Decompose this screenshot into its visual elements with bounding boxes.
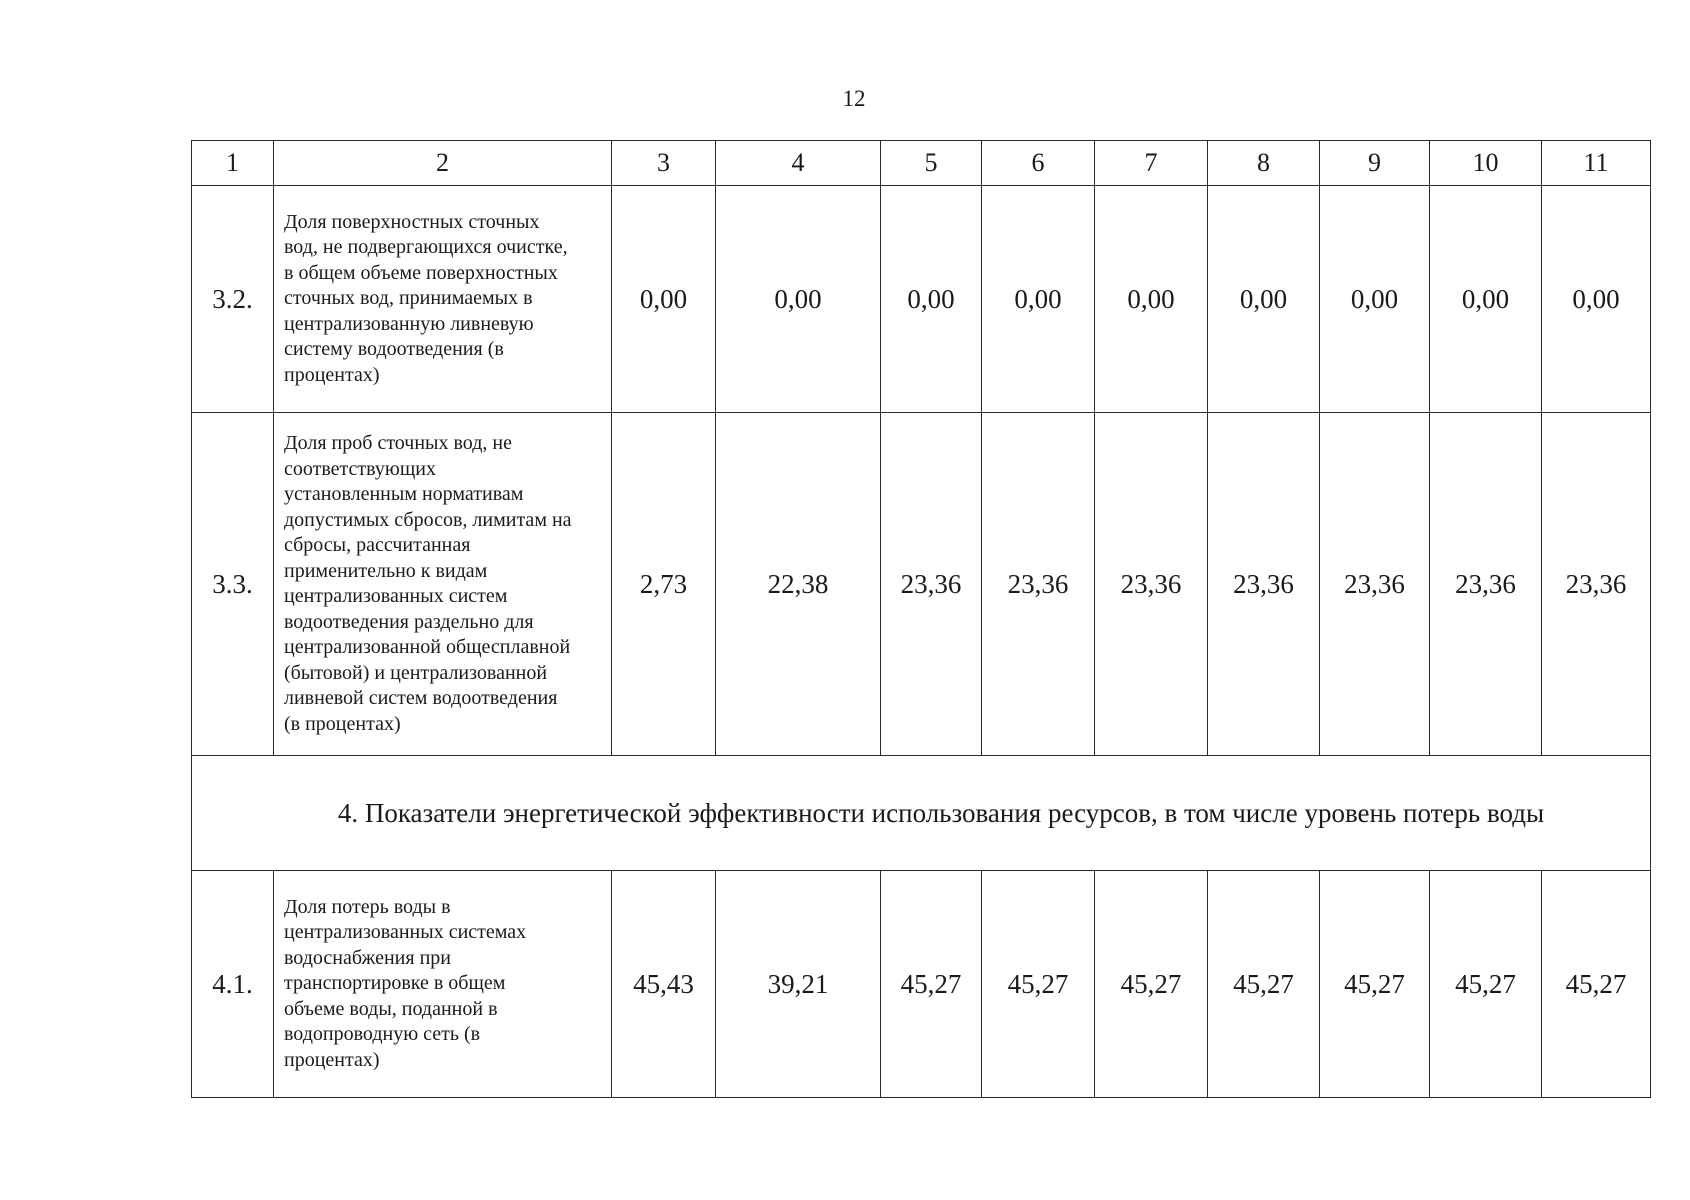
table-row [192, 871, 1651, 1098]
description-line: централизованную ливневую [284, 312, 534, 335]
description-line: установленным нормативам [284, 483, 524, 505]
value-cell: 2,73 [612, 413, 716, 756]
row-description [274, 871, 612, 1098]
description-line: вод, не подвергающихся очистке, [284, 236, 568, 259]
row-number: 4.1. [192, 871, 274, 1098]
column-header: 6 [982, 141, 1095, 186]
description-line: соответствующих [284, 457, 436, 480]
description-line: централизованной общесплавной [284, 636, 571, 658]
value-cell: 0,00 [1095, 186, 1208, 413]
section-heading-row [192, 756, 1651, 871]
description-line: применительно к видам [284, 559, 488, 582]
description-line: водоотведения раздельно для [284, 610, 534, 633]
description-line: водоснабжения при [284, 946, 451, 969]
value-cell: 23,36 [1320, 413, 1430, 756]
column-header: 8 [1208, 141, 1320, 186]
indicators-table [191, 140, 1651, 1098]
column-header: 5 [881, 141, 982, 186]
description-line: допустимых сбросов, лимитам на [284, 508, 572, 531]
description-line: ливневой систем водоотведения [284, 687, 558, 709]
value-cell: 0,00 [716, 186, 881, 413]
column-header: 3 [612, 141, 716, 186]
value-cell: 45,27 [1095, 871, 1208, 1098]
value-cell: 39,21 [716, 871, 881, 1098]
value-cell: 45,27 [1430, 871, 1542, 1098]
value-cell: 45,27 [982, 871, 1095, 1098]
description-line: сточных вод, принимаемых в [284, 287, 533, 310]
value-cell: 23,36 [982, 413, 1095, 756]
description-line: транспортировке в общем [284, 972, 506, 995]
value-cell: 0,00 [1430, 186, 1542, 413]
value-cell: 45,43 [612, 871, 716, 1098]
value-cell: 23,36 [1542, 413, 1651, 756]
value-cell: 0,00 [612, 186, 716, 413]
column-header: 10 [1430, 141, 1542, 186]
table-row [192, 186, 1651, 413]
row-number: 3.2. [192, 186, 274, 413]
value-cell: 45,27 [1320, 871, 1430, 1098]
description-line: (в процентах) [284, 712, 401, 735]
description-line: Доля проб сточных вод, не [284, 432, 512, 454]
section-heading: 4. Показатели энергетической эффективности использования ресурсов, в том числе уровень потерь воды [192, 756, 1651, 871]
column-header: 4 [716, 141, 881, 186]
value-cell: 22,38 [716, 413, 881, 756]
value-cell: 0,00 [982, 186, 1095, 413]
description-line: централизованных систем [284, 585, 508, 607]
value-cell: 0,00 [1320, 186, 1430, 413]
value-cell: 0,00 [881, 186, 982, 413]
value-cell: 0,00 [1208, 186, 1320, 413]
description-line: водопроводную сеть (в [284, 1023, 481, 1046]
description-line: процентах) [284, 363, 380, 386]
value-cell: 23,36 [1430, 413, 1542, 756]
column-header: 11 [1542, 141, 1651, 186]
row-description [274, 413, 612, 756]
description-line: Доля поверхностных сточных [284, 210, 540, 233]
description-line: (бытовой) и централизованной [284, 661, 548, 684]
description-line: систему водоотведения (в [284, 338, 504, 361]
row-number: 3.3. [192, 413, 274, 756]
column-header: 7 [1095, 141, 1208, 186]
table-row [192, 413, 1651, 756]
description-line: Доля потерь воды в [284, 895, 451, 918]
description-line: сбросы, рассчитанная [284, 534, 471, 556]
value-cell: 23,36 [1095, 413, 1208, 756]
value-cell: 45,27 [881, 871, 982, 1098]
column-header: 2 [274, 141, 612, 186]
value-cell: 23,36 [1208, 413, 1320, 756]
column-header: 9 [1320, 141, 1430, 186]
table-header-row [192, 141, 1651, 186]
value-cell: 45,27 [1208, 871, 1320, 1098]
value-cell: 23,36 [881, 413, 982, 756]
description-line: объеме воды, поданной в [284, 997, 498, 1020]
description-line: процентах) [284, 1048, 380, 1071]
column-header: 1 [192, 141, 274, 186]
row-description [274, 186, 612, 413]
value-cell: 45,27 [1542, 871, 1651, 1098]
page-number: 12 [842, 86, 866, 111]
value-cell: 0,00 [1542, 186, 1651, 413]
description-line: в общем объеме поверхностных [284, 261, 558, 284]
description-line: централизованных системах [284, 921, 527, 944]
